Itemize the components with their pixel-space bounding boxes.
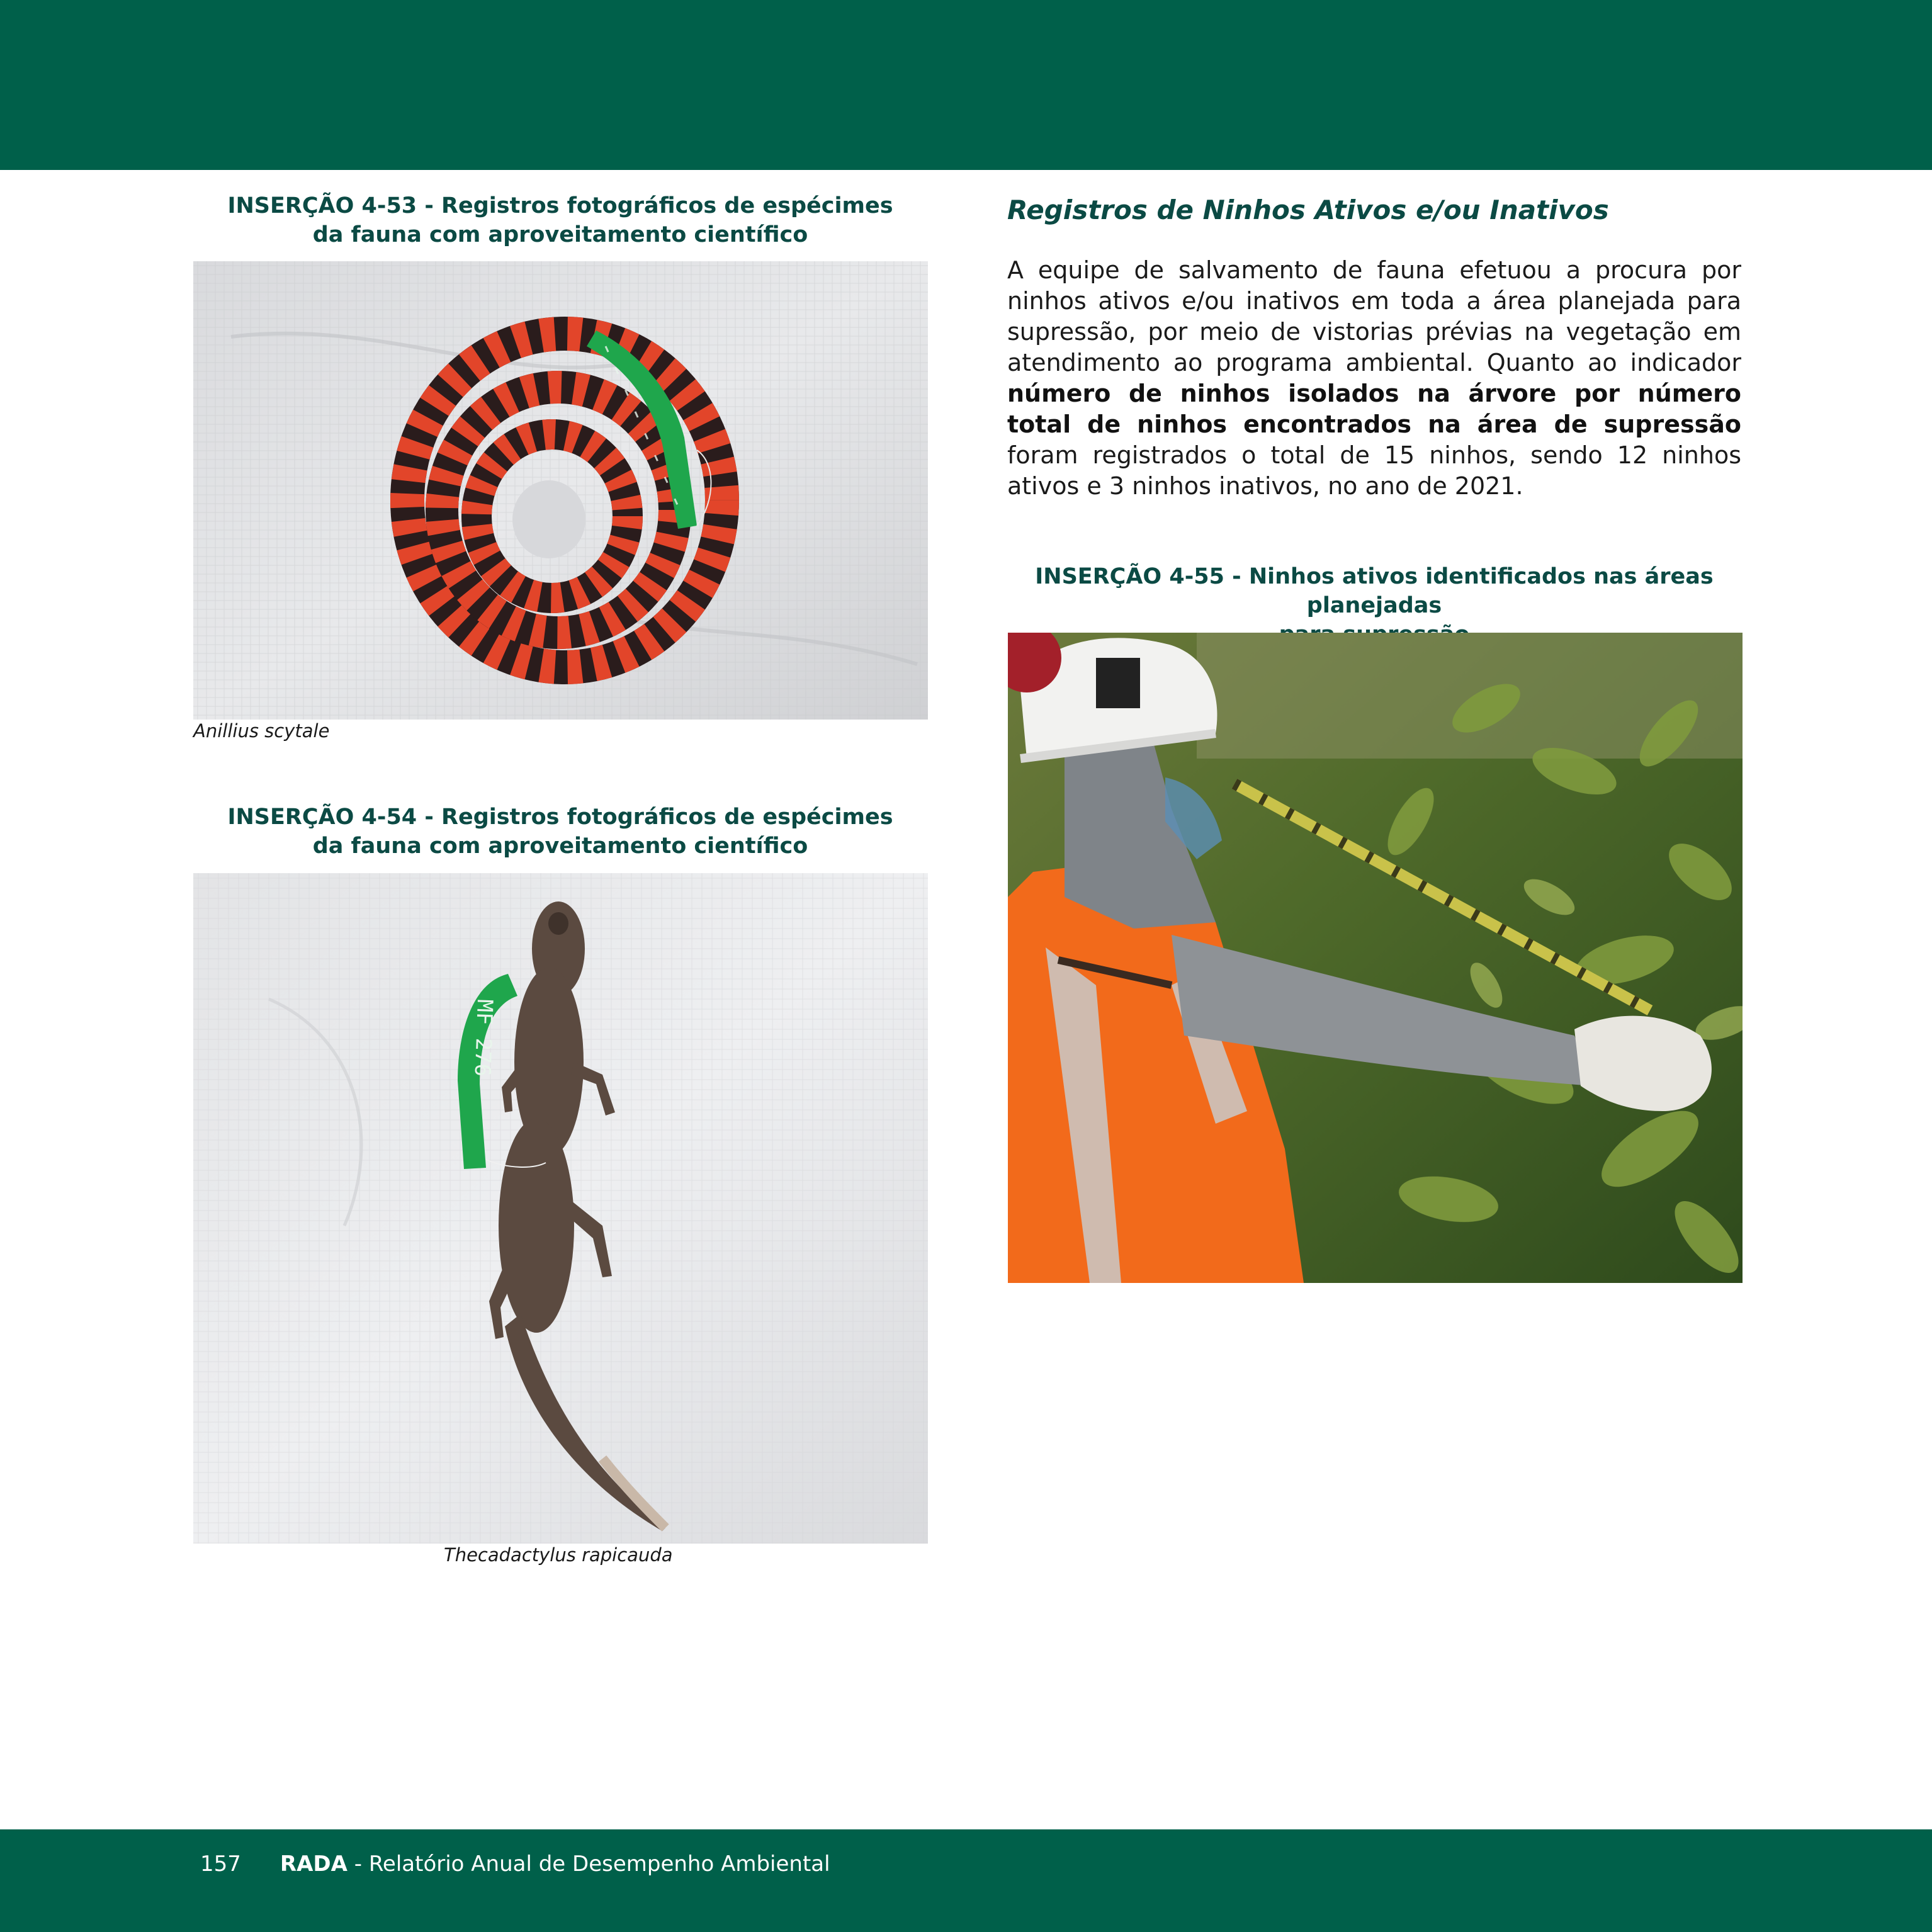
footer-title: - Relatório Anual de Desempenho Ambiental (347, 1851, 830, 1877)
paragraph-part1: A equipe de salvamento de fauna efetuou a procura por ninhos ativos e/ou inativos em toda a área planejada para supressão, por meio de vistorias prévias na vegetação em atendimento ao programa ambiental. Quanto ao indicador (1007, 256, 1741, 376)
paragraph-part2: foram registrados o total de 15 ninhos, sendo 12 ninhos ativos e 3 ninhos inativos, no ano de 2021. (1007, 441, 1741, 500)
page-number: 157 (200, 1851, 241, 1877)
species-label-snake: Anillius scytale (193, 720, 330, 742)
insert-55-caption-line1: INSERÇÃO 4-55 - Ninhos ativos identificados nas áreas planejadas (1035, 564, 1714, 618)
paragraph-bold-indicator: número de ninhos isolados na árvore por número total de ninhos encontrados na área de supressão (1007, 380, 1741, 438)
species-label-gecko: Thecadactylus rapicauda (444, 1544, 673, 1566)
insert-54-caption-line1: INSERÇÃO 4-54 - Registros fotográficos de espécimes (227, 805, 893, 830)
header-band (0, 0, 1932, 170)
gecko-photo (193, 873, 928, 1544)
footer (200, 1848, 830, 1880)
snake-photo (193, 261, 928, 720)
section-title: Registros de Ninhos Ativos e/ou Inativos (1007, 195, 1609, 225)
nest-survey-photo (1008, 633, 1743, 1283)
gecko-tag-text: MF 276 (469, 998, 497, 1077)
insert-53-caption (193, 191, 927, 249)
insert-54-caption-line2: da fauna com aproveitamento científico (312, 833, 808, 859)
insert-54-caption (193, 803, 927, 861)
footer-brand: RADA (280, 1851, 347, 1877)
footer-band (0, 1829, 1932, 1932)
insert-53-caption-line2: da fauna com aproveitamento científico (312, 222, 808, 247)
insert-53-caption-line1: INSERÇÃO 4-53 - Registros fotográficos de espécimes (227, 193, 893, 218)
section-paragraph (1007, 255, 1741, 502)
